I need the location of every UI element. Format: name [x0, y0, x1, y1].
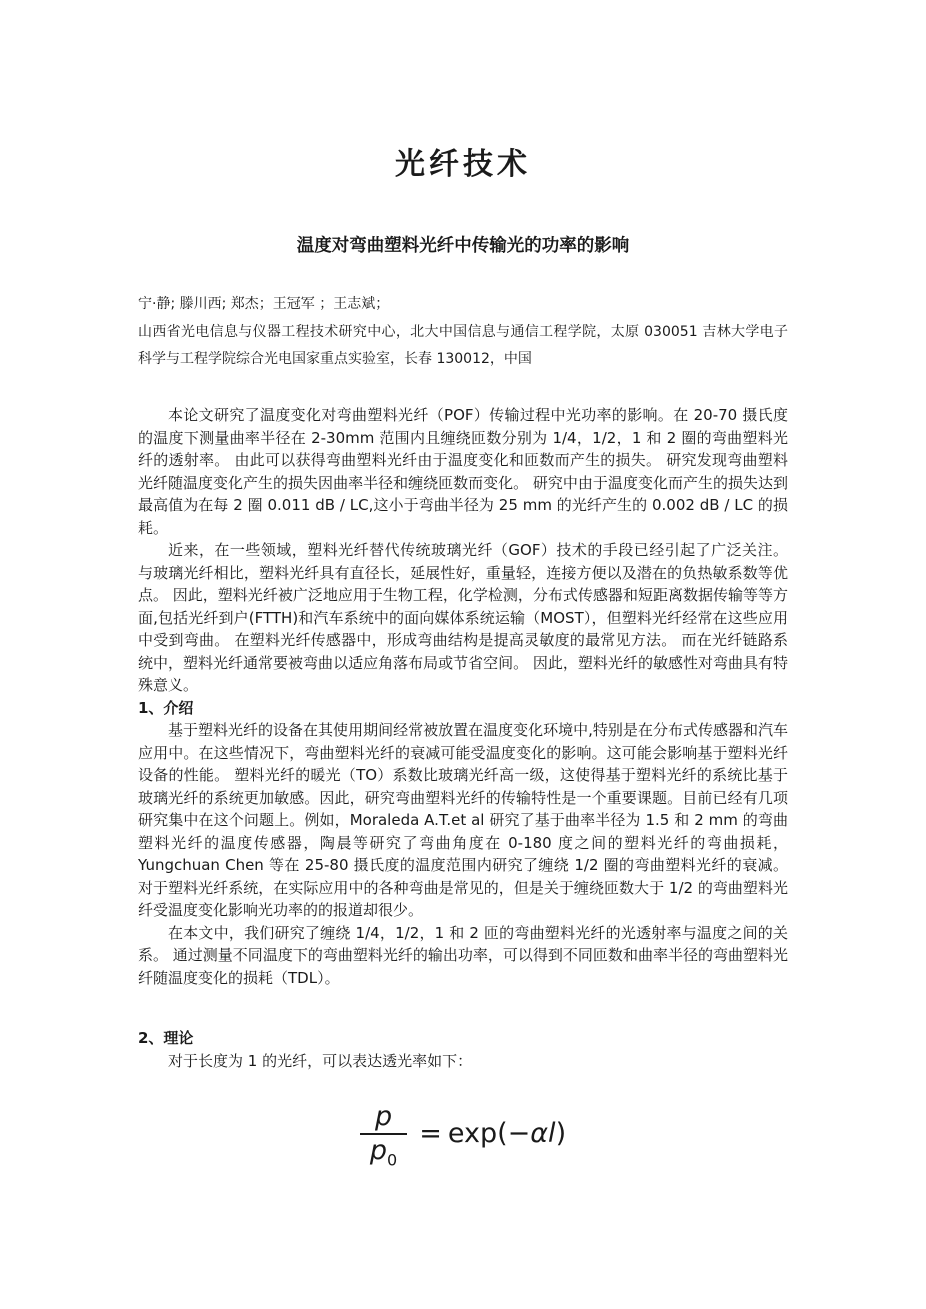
authors-line: 宁·静; 滕川西; 郑杰；王冠军 ；王志斌； [138, 296, 390, 312]
section-heading-theory: 2、理论 [138, 1029, 194, 1047]
section-heading-introduction: 1、介绍 [138, 698, 194, 717]
fraction-p-over-p0 [360, 1101, 407, 1170]
fraction-denominator-base: p [369, 1135, 388, 1166]
abstract-paragraph-1: 本论文研究了温度变化对弯曲塑料光纤（POF）传输过程中光功率的影响。在 20-70 摄氏度的温度下测量曲率半径在 2-30mm 范围内且缠绕匝数分别为 1/4，1/2，1 和 2 圈的弯曲塑料光纤的透射率。 由此可以获得弯曲塑料光纤由于温度变化和匝数而产生的损失。 研究发现弯曲塑料光纤随温度变化产生的损失因曲率半径和缠绕匝数而变化。 研究中由于温度变化而产生的损失达到最高值为在每 2 圈 0.011 dB / LC,这小于弯曲半径为 25 mm 的光纤产生的 0.002 dB / LC 的损耗。 [138, 406, 788, 537]
equation-argument: −αl [507, 1118, 556, 1149]
abstract-block [138, 404, 788, 697]
fraction-denominator [360, 1135, 407, 1170]
close-paren-icon: ) [555, 1118, 567, 1149]
equation-right-hand-side [419, 1118, 566, 1150]
journal-title: 光纤技术 [395, 147, 531, 182]
affiliation-text: 山西省光电信息与仪器工程技术研究中心，北大中国信息与通信工程学院，太原 030051 吉林大学电子科学与工程学院综合光电国家重点实验室，长春 130012，中国 [138, 324, 788, 367]
fraction-denominator-subscript: 0 [387, 1150, 398, 1170]
exp-function-name: exp [447, 1118, 498, 1149]
introduction-paragraph-2: 在本文中，我们研究了缠绕 1/4，1/2，1 和 2 匝的弯曲塑料光纤的光透射率与温度之间的关系。 通过测量不同温度下的弯曲塑料光纤的输出功率，可以得到不同匝数和曲率半径的弯曲塑料光纤随温度变化的损耗（TDL）。 [138, 923, 788, 987]
open-paren-icon: ( [497, 1118, 508, 1149]
paper-title: 温度对弯曲塑料光纤中传输光的功率的影响 [296, 236, 630, 256]
transmittance-equation [138, 1094, 788, 1174]
document-content [138, 0, 788, 1174]
equals-sign: = [419, 1118, 442, 1149]
theory-paragraph-1: 对于长度为 1 的光纤，可以表达透光率如下： [168, 1051, 473, 1070]
fraction-numerator: p [374, 1101, 393, 1132]
introduction-paragraph-1: 基于塑料光纤的设备在其使用期间经常被放置在温度变化环境中,特别是在分布式传感器和汽车应用中。在这些情况下，弯曲塑料光纤的衰减可能受温度变化的影响。这可能会影响基于塑料光纤设备的性能。 塑料光纤的暖光（TO）系数比玻璃光纤高一级，这使得基于塑料光纤的系统比基于玻璃光纤的系统更加敏感。因此，研究弯曲塑料光纤的传输特性是一个重要课题。目前已经有几项研究集中在这个问题上。例如，Moraleda A.T.et al 研究了基于曲率半径为 1.5 和 2 mm 的弯曲塑料光纤的温度传感器，陶晨等研究了弯曲角度在 0-180 度之间的塑料光纤的弯曲损耗，Yungchuan Chen 等在 25-80 摄氏度的温度范围内研究了缠绕 1/2 圈的弯曲塑料光纤的衰减。对于塑料光纤系统，在实际应用中的各种弯曲是常见的，但是关于缠绕匝数大于 1/2 的弯曲塑料光纤受温度变化影响光功率的的报道却很少。 [138, 721, 788, 919]
exp-expression [448, 1118, 566, 1150]
abstract-paragraph-2: 近来，在一些领域，塑料光纤替代传统玻璃光纤（GOF）技术的手段已经引起了广泛关注。 与玻璃光纤相比，塑料光纤具有直径长，延展性好，重量轻，连接方便以及潜在的负热敏系数等优点。 因此，塑料光纤被广泛地应用于生物工程，化学检测，分布式传感器和短距离数据传输等等方面,包括光纤到户(FTTH)和汽车系统中的面向媒体系统运输（MOST），但塑料光纤经常在这些应用中受到弯曲。 在塑料光纤传感器中，形成弯曲结构是提高灵敏度的最常见方法。 而在光纤链路系统中，塑料光纤通常要被弯曲以适应角落布局或节省空间。 因此，塑料光纤的敏感性对弯曲具有特殊意义。 [138, 541, 788, 694]
